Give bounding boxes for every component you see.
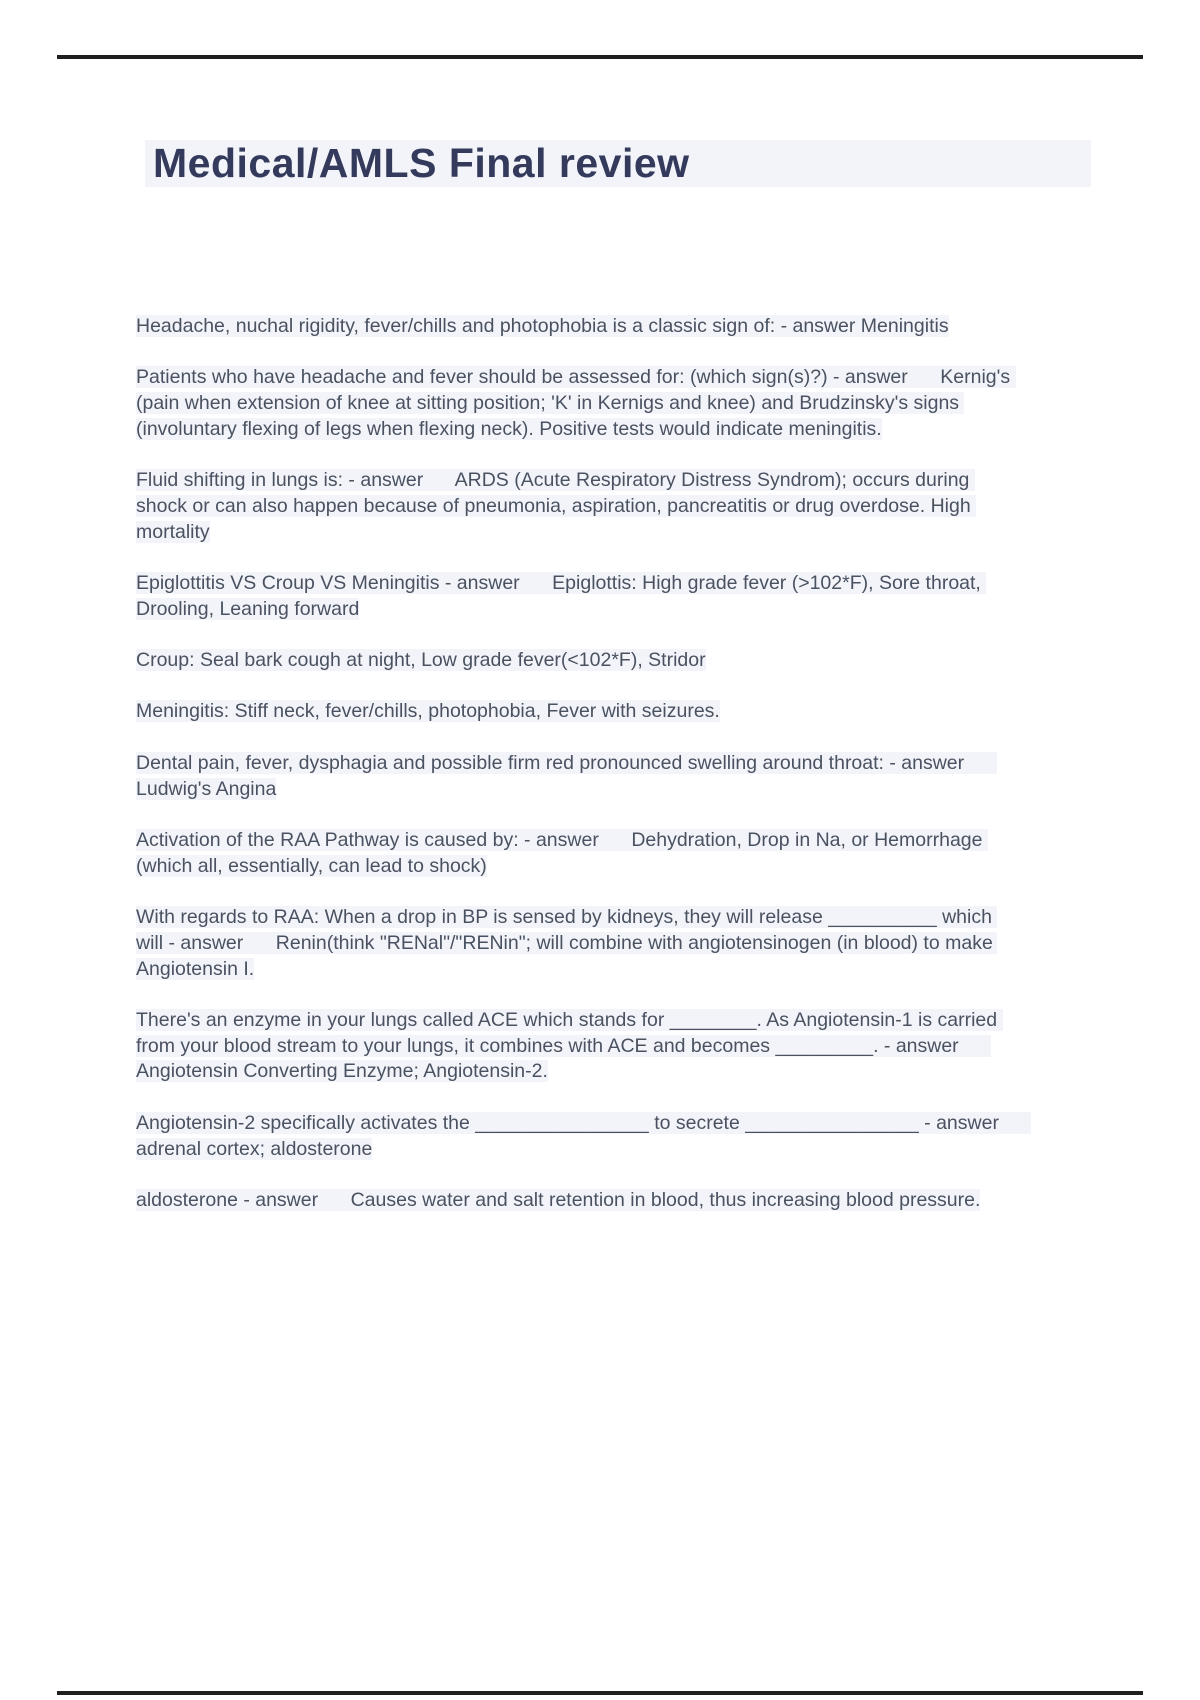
qa-text: Headache, nuchal rigidity, fever/chills and photophobia is a classic sign of: - answer Meningitis <box>136 315 949 337</box>
qa-text: Dental pain, fever, dysphagia and possible firm red pronounced swelling around throat: - answer Ludwig's Angina <box>136 751 997 800</box>
qa-text: Fluid shifting in lungs is: - answer ARDS (Acute Respiratory Distress Syndrom); occurs during shock or can also happen because of pneumonia, aspiration, pancreatitis or drug overdose. High mortality <box>136 469 977 543</box>
qa-text: Croup: Seal bark cough at night, Low grade fever(<102*F), Stridor <box>136 649 706 672</box>
bottom-rule <box>57 1691 1143 1695</box>
qa-paragraph <box>136 571 1014 623</box>
qa-paragraph <box>136 1111 1032 1163</box>
qa-paragraph <box>136 468 1014 545</box>
qa-text: With regards to RAA: When a drop in BP is sensed by kidneys, they will release __________ which will - answer Renin(think "RENal"/"RENin"; will combine with angiotensinogen (in blood) to make Angiotensin I. <box>136 905 998 980</box>
document-body <box>136 314 1032 1239</box>
qa-text: Patients who have headache and fever should be assessed for: (which sign(s)?) - answer Kernig's (pain when extension of knee at sitting position; 'K' in Kernigs and knee) and Brudzinsky's signs (involuntary flexing of legs when flexing neck). Positive tests would indicate meningitis. <box>136 366 1016 440</box>
page-title: Medical/AMLS Final review <box>145 140 1091 187</box>
qa-text: Angiotensin-2 specifically activates the ________________ to secrete ________________ - answer adrenal cortex; aldosterone <box>136 1111 1032 1160</box>
qa-text: aldosterone - answer Causes water and salt retention in blood, thus increasing blood pressure. <box>136 1188 981 1211</box>
qa-paragraph <box>136 828 1014 880</box>
qa-paragraph <box>136 648 1014 674</box>
qa-text: Activation of the RAA Pathway is caused by: - answer Dehydration, Drop in Na, or Hemorrhage (which all, essentially, can lead to shock) <box>136 828 988 877</box>
qa-paragraph <box>136 1008 1014 1085</box>
qa-text: Epiglottitis VS Croup VS Meningitis - answer Epiglottis: High grade fever (>102*F), Sore throat, Drooling, Leaning forward <box>136 572 987 620</box>
qa-paragraph <box>136 699 1014 725</box>
qa-text: There's an enzyme in your lungs called ACE which stands for ________. As Angiotensin-1 is carried from your blood stream to your lungs, it combines with ACE and becomes _________. - answer Angiotensin Converting Enzyme; Angiotensin-2. <box>136 1008 1003 1083</box>
qa-paragraph <box>136 365 1014 442</box>
qa-paragraph <box>136 905 1014 982</box>
qa-text: Meningitis: Stiff neck, fever/chills, photophobia, Fever with seizures. <box>136 700 720 723</box>
qa-paragraph <box>136 314 1014 340</box>
top-rule <box>57 55 1143 59</box>
qa-paragraph <box>136 1188 1014 1214</box>
qa-paragraph <box>136 751 1014 803</box>
